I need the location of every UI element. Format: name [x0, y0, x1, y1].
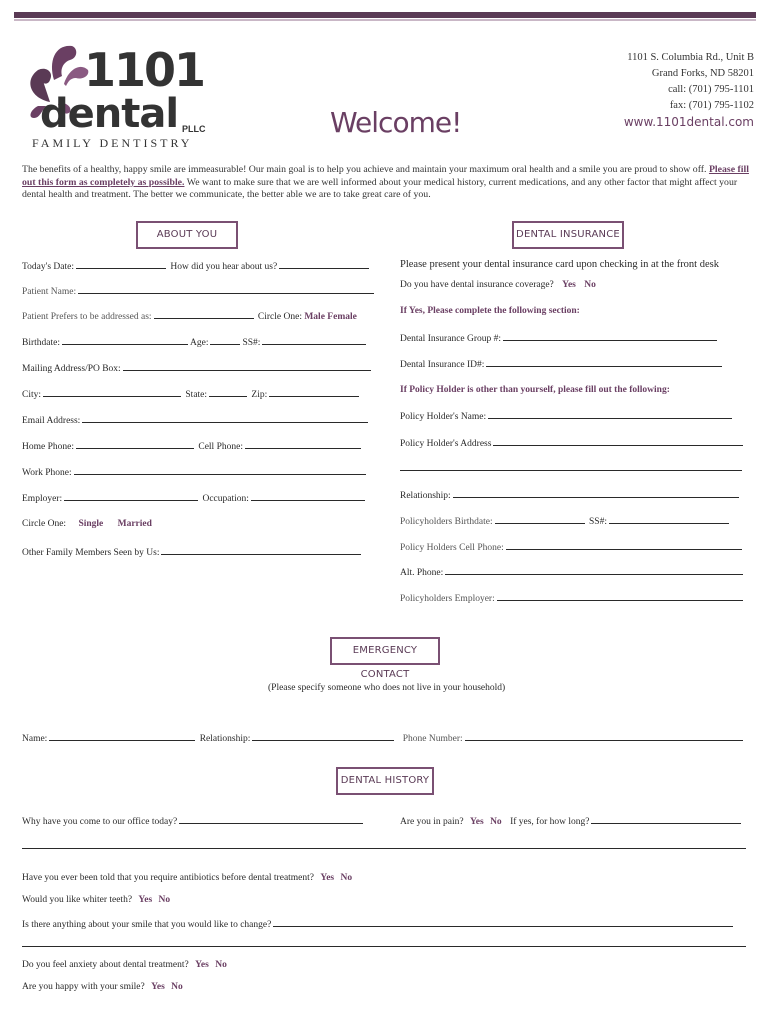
emergency-relationship-label: Relationship:: [199, 734, 251, 744]
emergency-phone-label: Phone Number:: [402, 734, 463, 744]
holder-employer-field[interactable]: [497, 592, 743, 601]
row-date-hear: [22, 260, 371, 272]
patient-name-field[interactable]: [78, 285, 374, 294]
row-phones: [22, 440, 363, 452]
section-dental-history: DENTAL HISTORY: [336, 767, 434, 795]
family-field[interactable]: [161, 546, 361, 555]
holder-birthdate-label: Policyholders Birthdate:: [400, 517, 493, 527]
work-phone-field[interactable]: [74, 466, 366, 475]
group-field[interactable]: [503, 332, 717, 341]
row-holder-name: [400, 410, 734, 422]
how-hear-field[interactable]: [279, 260, 369, 269]
pain-yes[interactable]: Yes: [469, 817, 484, 827]
welcome-heading: Welcome!: [330, 106, 462, 139]
state-field[interactable]: [209, 388, 247, 397]
whiter-label: Would you like whiter teeth?: [22, 895, 133, 905]
holder-ss-label: SS#:: [589, 517, 607, 527]
row-whiter: [22, 895, 170, 905]
female-option[interactable]: Female: [327, 312, 357, 322]
mailing-field[interactable]: [123, 362, 371, 371]
coverage-yes[interactable]: Yes: [562, 280, 576, 290]
row-group: [400, 332, 719, 344]
intro-text-1: The benefits of a healthy, happy smile are immeasurable! Our main goal is to help you achieve and maintain your maximum oral health and a smile you are proud to show off.: [22, 164, 707, 175]
holder-address-label: Policy Holder's Address: [400, 439, 492, 449]
row-holder-address: [400, 437, 745, 449]
emergency-phone-field[interactable]: [465, 732, 743, 741]
cell-phone-label: Cell Phone:: [198, 442, 243, 452]
employer-field[interactable]: [64, 492, 198, 501]
intro-paragraph: [22, 164, 750, 202]
todays-date-field[interactable]: [76, 260, 166, 269]
employer-label: Employer:: [22, 494, 63, 504]
occupation-label: Occupation:: [202, 494, 249, 504]
zip-label: Zip:: [251, 390, 268, 400]
antibiotics-yes[interactable]: Yes: [320, 873, 335, 883]
anxiety-no[interactable]: No: [215, 960, 227, 970]
todays-date-label: Today's Date:: [22, 262, 74, 272]
state-label: State:: [185, 390, 208, 400]
patient-name-label: Patient Name:: [22, 287, 77, 297]
row-insurance-id: [400, 358, 724, 370]
holder-cell-label: Policy Holders Cell Phone:: [400, 543, 504, 553]
occupation-field[interactable]: [251, 492, 365, 501]
holder-name-label: Policy Holder's Name:: [400, 412, 487, 422]
age-label: Age:: [190, 338, 209, 348]
row-mailing: [22, 362, 373, 374]
emergency-name-field[interactable]: [49, 732, 195, 741]
birthdate-label: Birthdate:: [22, 338, 60, 348]
change-line-2[interactable]: [22, 946, 746, 947]
address-line-1: 1101 S. Columbia Rd., Unit B: [627, 52, 754, 63]
header-bar: [14, 12, 756, 18]
row-anxiety: [22, 960, 227, 970]
phone-call: call: (701) 795-1101: [668, 84, 754, 95]
cell-phone-field[interactable]: [245, 440, 361, 449]
how-long-field[interactable]: [591, 815, 741, 824]
holder-ss-field[interactable]: [609, 515, 729, 524]
row-pain: [400, 815, 743, 827]
clinic-address: [624, 50, 754, 130]
row-why-come: [22, 815, 365, 827]
whiter-no[interactable]: No: [158, 895, 171, 905]
logo-subtitle: FAMILY DENTISTRY: [32, 136, 193, 150]
why-come-line-2[interactable]: [22, 848, 746, 849]
website-link[interactable]: www.1101dental.com: [623, 115, 754, 129]
section-about-you: ABOUT YOU: [136, 221, 238, 249]
holder-address-line-2[interactable]: [400, 470, 742, 471]
zip-field[interactable]: [269, 388, 359, 397]
holder-name-field[interactable]: [488, 410, 732, 419]
coverage-label: Do you have dental insurance coverage?: [400, 280, 554, 290]
row-coverage: [400, 280, 596, 290]
ss-label: SS#:: [242, 338, 261, 348]
intro-bold: Please fill out this form as completely as possible.: [22, 164, 749, 188]
mailing-label: Mailing Address/PO Box:: [22, 364, 121, 374]
section-dental-insurance: DENTAL INSURANCE: [512, 221, 624, 249]
holder-employer-label: Policyholders Employer:: [400, 594, 495, 604]
row-happy: [22, 982, 183, 992]
family-label: Other Family Members Seen by Us:: [22, 548, 160, 558]
clinic-logo: [20, 40, 220, 160]
circle-one-2-label: Circle One:: [22, 519, 67, 529]
row-prefers: [22, 310, 357, 322]
anxiety-label: Do you feel anxiety about dental treatment?: [22, 960, 189, 970]
holder-birthdate-field[interactable]: [495, 515, 585, 524]
prefers-label: Patient Prefers to be addressed as:: [22, 312, 152, 322]
antibiotics-no[interactable]: No: [340, 873, 353, 883]
logo-number: 1101: [84, 43, 205, 97]
age-field[interactable]: [210, 336, 240, 345]
row-relationship: [400, 489, 741, 501]
married-option[interactable]: Married: [117, 519, 152, 529]
holder-cell-field[interactable]: [506, 541, 742, 550]
alt-phone-label: Alt. Phone:: [400, 568, 444, 578]
address-line-2: Grand Forks, ND 58201: [651, 68, 754, 79]
happy-label: Are you happy with your smile?: [22, 982, 145, 992]
city-label: City:: [22, 390, 42, 400]
city-field[interactable]: [43, 388, 181, 397]
row-family: [22, 546, 363, 558]
single-option[interactable]: Single: [78, 519, 104, 529]
anxiety-yes[interactable]: Yes: [195, 960, 209, 970]
ss-field[interactable]: [262, 336, 366, 345]
row-alt-phone: [400, 566, 745, 578]
row-change: [22, 918, 735, 930]
circle-one-label: Circle One:: [257, 312, 302, 322]
work-phone-label: Work Phone:: [22, 468, 72, 478]
emergency-note: (Please specify someone who does not live in your household): [268, 683, 506, 693]
pain-no[interactable]: No: [490, 817, 502, 827]
row-holder-birthdate: [400, 515, 731, 527]
holder-address-field[interactable]: [493, 437, 743, 446]
home-phone-label: Home Phone:: [22, 442, 74, 452]
emergency-relationship-field[interactable]: [252, 732, 394, 741]
birthdate-field[interactable]: [62, 336, 188, 345]
if-policy-note: If Policy Holder is other than yourself, please fill out the following:: [400, 385, 670, 395]
row-city: [22, 388, 361, 400]
row-work-phone: [22, 466, 368, 478]
home-phone-field[interactable]: [76, 440, 194, 449]
section-emergency-contact: EMERGENCY CONTACT: [330, 637, 440, 665]
email-field[interactable]: [82, 414, 368, 423]
how-long-label: If yes, for how long?: [510, 817, 590, 827]
insurance-id-field[interactable]: [486, 358, 722, 367]
logo-pllc: PLLC: [182, 124, 206, 134]
if-yes-note: If Yes, Please complete the following section:: [400, 306, 580, 316]
male-option[interactable]: Male: [304, 312, 325, 322]
logo-word: dental: [40, 91, 179, 137]
happy-yes[interactable]: Yes: [151, 982, 165, 992]
intro-text-2: We want to make sure that we are well informed about your medical history, current medications, and any other factor that might affect your dental health and treatment. The better we communicate, the better able we are to take great care of you.: [22, 176, 738, 200]
row-emergency: [22, 732, 745, 744]
pain-label: Are you in pain?: [400, 817, 464, 827]
antibiotics-label: Have you ever been told that you require antibiotics before dental treatment?: [22, 873, 315, 883]
row-holder-employer: [400, 592, 745, 604]
row-employer: [22, 492, 367, 504]
relationship-label: Relationship:: [400, 491, 451, 501]
how-hear-label: How did you hear about us?: [170, 262, 278, 272]
alt-phone-field[interactable]: [445, 566, 743, 575]
row-holder-cell: [400, 541, 744, 553]
row-antibiotics: [22, 873, 352, 883]
phone-fax: fax: (701) 795-1102: [669, 100, 754, 111]
why-come-label: Why have you come to our office today?: [22, 817, 178, 827]
insurance-present-note: Please present your dental insurance card upon checking in at the front desk: [400, 259, 719, 270]
row-marital: [22, 519, 152, 529]
coverage-no[interactable]: No: [584, 280, 596, 290]
why-come-field[interactable]: [179, 815, 363, 824]
change-field[interactable]: [273, 918, 733, 927]
prefers-field[interactable]: [154, 310, 254, 319]
group-label: Dental Insurance Group #:: [400, 334, 502, 344]
change-label: Is there anything about your smile that you would like to change?: [22, 920, 272, 930]
insurance-id-label: Dental Insurance ID#:: [400, 360, 485, 370]
emergency-name-label: Name:: [22, 734, 48, 744]
relationship-field[interactable]: [453, 489, 739, 498]
header-accent-bar: [14, 19, 756, 21]
row-email: [22, 414, 370, 426]
row-patient-name: [22, 285, 376, 297]
email-label: Email Address:: [22, 416, 81, 426]
whiter-yes[interactable]: Yes: [138, 895, 153, 905]
happy-no[interactable]: No: [171, 982, 183, 992]
row-birth: [22, 336, 368, 348]
